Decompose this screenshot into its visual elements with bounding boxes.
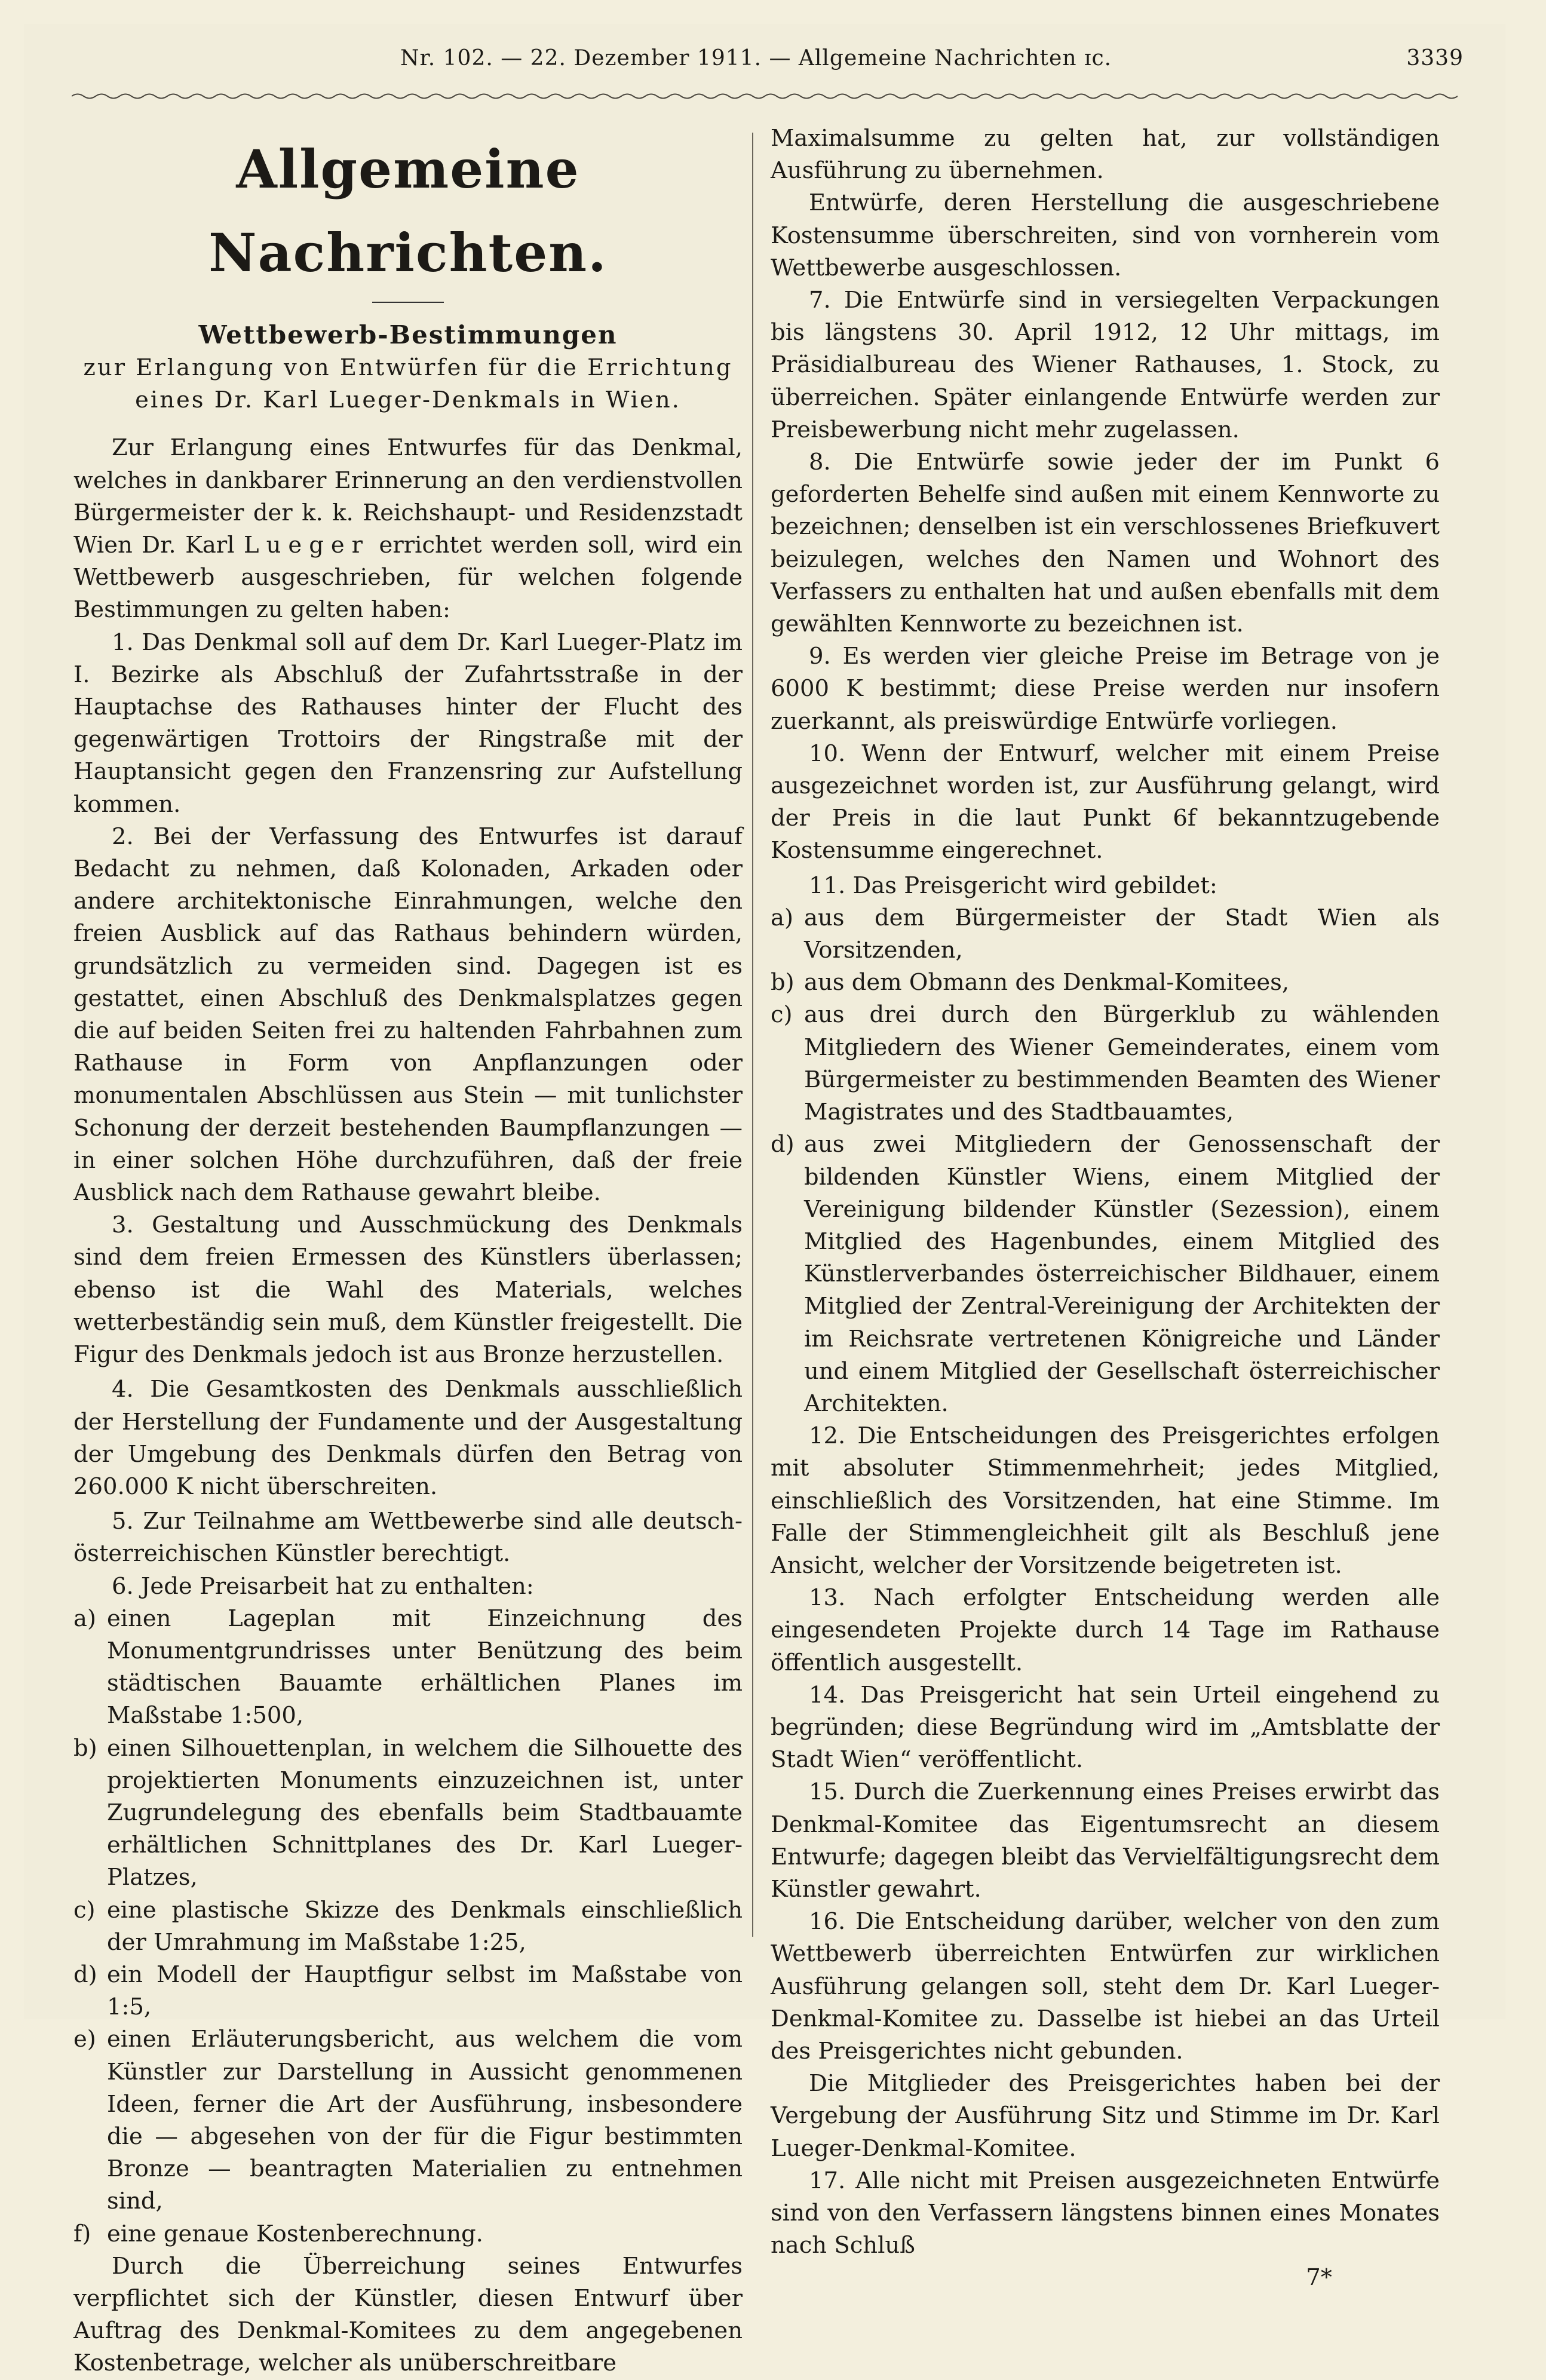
rule-6-after: Durch die Überreichung seines Entwurfes verpflichtet sich der Künstler, diesen Entwurf über Auftrag des Denkmal-Komitees zu dem angegebenen Kostenbetrage, welcher als unüberschreitbare [73,2252,743,2377]
rule-1: 1. Das Denkmal soll auf dem Dr. Karl Lueger-Platz im I. Bezirke als Abschluß der Zufahrtsstraße in der Hauptachse des Rathauses hinter der Flucht des gegenwärtigen Trottoirs der Ringstraße mit der Hauptansicht gegen den Franzensring zur Aufstellung kommen. [73,628,743,818]
left-column [73,122,743,2380]
intro-paragraph [73,432,743,626]
header-title: Nr. 102. — 22. Dezember 1911. — Allgemeine Nachrichten ɪc. [400,45,1112,70]
rule-14: 14. Das Preisgericht hat sein Urteil eingehend zu begründen; diese Begründung wird im „Amtsblatte der Stadt Wien“ veröffentlicht. [771,1681,1440,1774]
rule-8: 8. Die Entwürfe sowie jeder der im Punkt 6 geforderten Behelfe sind außen mit einem Kennworte zu bezeichnen; denselben ist ein verschlossenes Briefkuvert beizulegen, welches den Namen und Wohnort des Verfassers zu enthalten hat und außen ebenfalls mit dem gewählten Kennworte zu bezeichnen ist. [771,449,1440,638]
intro-text-a: Zur Erlangung eines Entwurfes für das Denkmal, welches in dankbarer Erinnerung an den verdienstvollen Bürgermeister der k. k. Reichshaupt- und Residenzstadt Wien Dr. Karl [73,434,743,559]
page-number: 3339 [1406,45,1464,70]
title-rule [372,302,444,303]
item-text: eine genaue Kostenberechnung. [107,2220,483,2247]
item-text: einen Erläuterungsbericht, aus welchem die vom Künstler zur Darstellung in Aussicht genommenen Ideen, ferner die Art der Ausführung, insbesondere die — abgesehen von der für die Figur bestimmten Bronze — beantragten Materialien zu entnehmen sind, [107,2026,743,2215]
item-text: aus zwei Mitgliedern der Genossenschaft der bildenden Künstler Wiens, einem Mitglied der Vereinigung bildender Künstler (Sezession), einem Mitglied des Hagenbundes, einem Mitglied des Künstlerverbandes österreichischer Bildhauer, einem Mitglied der Zentral-Vereinigung der Architekten der im Reichsrate vertretenen Königreiche und Länder und einem Mitglied der Gesellschaft österreichischer Architekten. [804,1131,1440,1417]
rule-2: 2. Bei der Verfassung des Entwurfes ist darauf Bedacht zu nehmen, daß Kolonaden, Arkaden oder andere architektonische Einrahmungen, welche den freien Ausblick auf das Rathaus behindern würden, grundsätzlich zu vermeiden sind. Dagegen ist es gestattet, einen Abschluß des Denkmalsplatzes gegen die auf beiden Seiten frei zu haltenden Fahrbahnen zum Rathause in Form von Anpflanzungen oder monumentalen Abschlüssen aus Stein — mit tunlichster Schonung der derzeit bestehenden Baumpflanzungen — in einer solchen Höhe durchzuführen, daß der freie Ausblick nach dem Rathause gewahrt bleibe. [73,823,743,1207]
header-wave-rule [72,91,1458,102]
rule-17: 17. Alle nicht mit Preisen ausgezeichneten Entwürfe sind von den Verfassern längstens binnen eines Monates nach Schluß [771,2167,1440,2259]
rule-11: 11. Das Preisgericht wird gebildet: [809,872,1217,899]
item-label: d) [73,1961,97,1988]
item-label: f) [73,2220,91,2247]
rule-11-item-c [771,999,1440,1128]
rule-6-item-b [73,1732,743,1894]
intro-name: Lueger [244,532,370,559]
rule-11-item-a [771,902,1440,967]
rule-6-item-f [73,2218,743,2250]
item-label: a) [73,1605,96,1632]
rule-6-item-e [73,2023,743,2218]
item-text: einen Lageplan mit Einzeichnung des Monumentgrundrisses unter Benützung des beim städtischen Bauamte erhältlichen Planes im Maßstabe 1:500, [107,1605,743,1729]
item-label: b) [73,1734,97,1762]
rule-3: 3. Gestaltung und Ausschmückung des Denkmals sind dem freien Ermessen des Künstlers überlassen; ebenso ist die Wahl des Materials, welches wetterbeständig sein muß, dem Künstler freigestellt. Die Figur des Denkmals jedoch ist aus Bronze herzustellen. [73,1212,743,1369]
rule-6-continued: Maximalsumme zu gelten hat, zur vollständigen Ausführung zu übernehmen. [771,125,1440,185]
rule-16-b: Die Mitglieder des Preisgerichtes haben bei der Vergebung der Ausführung Sitz und Stimme im Dr. Karl Lueger-Denkmal-Komitee. [771,2070,1440,2162]
column-divider [752,133,753,1937]
rule-11-item-d [771,1128,1440,1420]
item-label: c) [73,1896,96,1924]
rule-6-item-c [73,1894,743,1959]
rule-6-item-a [73,1603,743,1732]
rule-15: 15. Durch die Zuerkennung eines Preises erwirbt das Denkmal-Komitee das Eigentumsrecht an diesem Entwurfe; dagegen bleibt das Vervielfältigungsrecht dem Künstler gewahrt. [771,1778,1440,1903]
item-text: aus dem Obmann des Denkmal-Komitees, [804,969,1290,996]
rule-16: 16. Die Entscheidung darüber, welcher von den zum Wettbewerb überreichten Entwürfen zur wirklichen Ausführung gelangen soll, steht dem Dr. Karl Lueger-Denkmal-Komitee zu. Dasselbe ist hiebei an das Urteil des Preisgerichtes nicht gebunden. [771,1908,1440,2065]
intro-text-b: errichtet werden soll, wird ein Wettbewerb ausgeschrieben, für welchen folgende Bestimmungen zu gelten haben: [73,532,743,624]
item-text: aus drei durch den Bürgerklub zu wählenden Mitgliedern des Wiener Gemeinderates, einem vom Bürgermeister zu bestimmenden Beamten des Wiener Magistrates und des Stadtbauamtes, [804,1001,1440,1126]
rule-9: 9. Es werden vier gleiche Preise im Betrage von je 6000 K bestimmt; diese Preise werden nur insofern zuerkannt, als preiswürdige Entwürfe vorliegen. [771,643,1440,735]
rule-6-continued-2: Entwürfe, deren Herstellung die ausgeschriebene Kostensumme überschreiten, sind von vornherein vom Wettbewerbe ausgeschlossen. [771,189,1440,281]
page-header [400,37,1464,79]
item-text: aus dem Bürgermeister der Stadt Wien als Vorsitzenden, [804,904,1440,964]
item-label: a) [771,904,793,931]
rule-11-item-b [771,967,1440,999]
rule-6-item-d [73,1959,743,2023]
rule-6: 6. Jede Preisarbeit hat zu enthalten: [112,1572,534,1600]
rule-5: 5. Zur Teilnahme am Wettbewerbe sind alle deutsch-österreichischen Künstler berechtigt. [73,1508,743,1568]
rule-13: 13. Nach erfolgter Entscheidung werden alle eingesendeten Projekte durch 14 Tage im Rathause öffentlich ausgestellt. [771,1584,1440,1676]
section-subtitle-1: zur Erlangung von Entwürfen für die Errichtung [83,354,733,381]
item-text: einen Silhouettenplan, in welchem die Silhouette des projektierten Monuments einzuzeichnen ist, unter Zugrundelegung des ebenfalls beim Stadtbauamte erhältlichen Schnittplanes des Dr. Karl Lueger-Platzes, [107,1734,743,1891]
rule-10: 10. Wenn der Entwurf, welcher mit einem Preise ausgezeichnet worden ist, zur Ausführung gelangt, wird der Preis in die laut Punkt 6f bekanntzugebende Kostensumme eingerechnet. [771,740,1440,864]
item-label: d) [771,1131,795,1158]
main-title: Allgemeine Nachrichten. [208,138,608,284]
rule-7: 7. Die Entwürfe sind in versiegelten Verpackungen bis längstens 30. April 1912, 12 Uhr mittags, im Präsidialbureau des Wiener Rathauses, 1. Stock, zu überreichen. Später einlangende Entwürfe werden zur Preisbewerbung nicht mehr zugelassen. [771,287,1440,443]
signature-mark: 7* [1306,2264,1332,2292]
item-text: ein Modell der Hauptfigur selbst im Maßstabe von 1:5, [107,1961,743,2021]
item-label: c) [771,1001,793,1029]
rule-12: 12. Die Entscheidungen des Preisgerichtes erfolgen mit absoluter Stimmenmehrheit; jedes Mitglied, einschließlich des Vorsitzenden, hat eine Stimme. Im Falle der Stimmengleichheit gilt als Beschluß jene Ansicht, welcher der Vorsitzende beigetreten ist. [771,1422,1440,1579]
right-column [771,122,1440,2295]
item-text: eine plastische Skizze des Denkmals einschließlich der Umrahmung im Maßstabe 1:25, [107,1896,743,1956]
rule-4: 4. Die Gesamtkosten des Denkmals ausschließlich der Herstellung der Fundamente und der Ausgestaltung der Umgebung des Denkmals dürfen den Betrag von 260.000 K nicht überschreiten. [73,1376,743,1500]
item-label: e) [73,2026,96,2053]
section-subtitle-2: eines Dr. Karl Lueger-Denkmals in Wien. [135,387,681,414]
section-title: Wettbewerb-Bestimmungen [198,320,618,349]
item-label: b) [771,969,795,996]
